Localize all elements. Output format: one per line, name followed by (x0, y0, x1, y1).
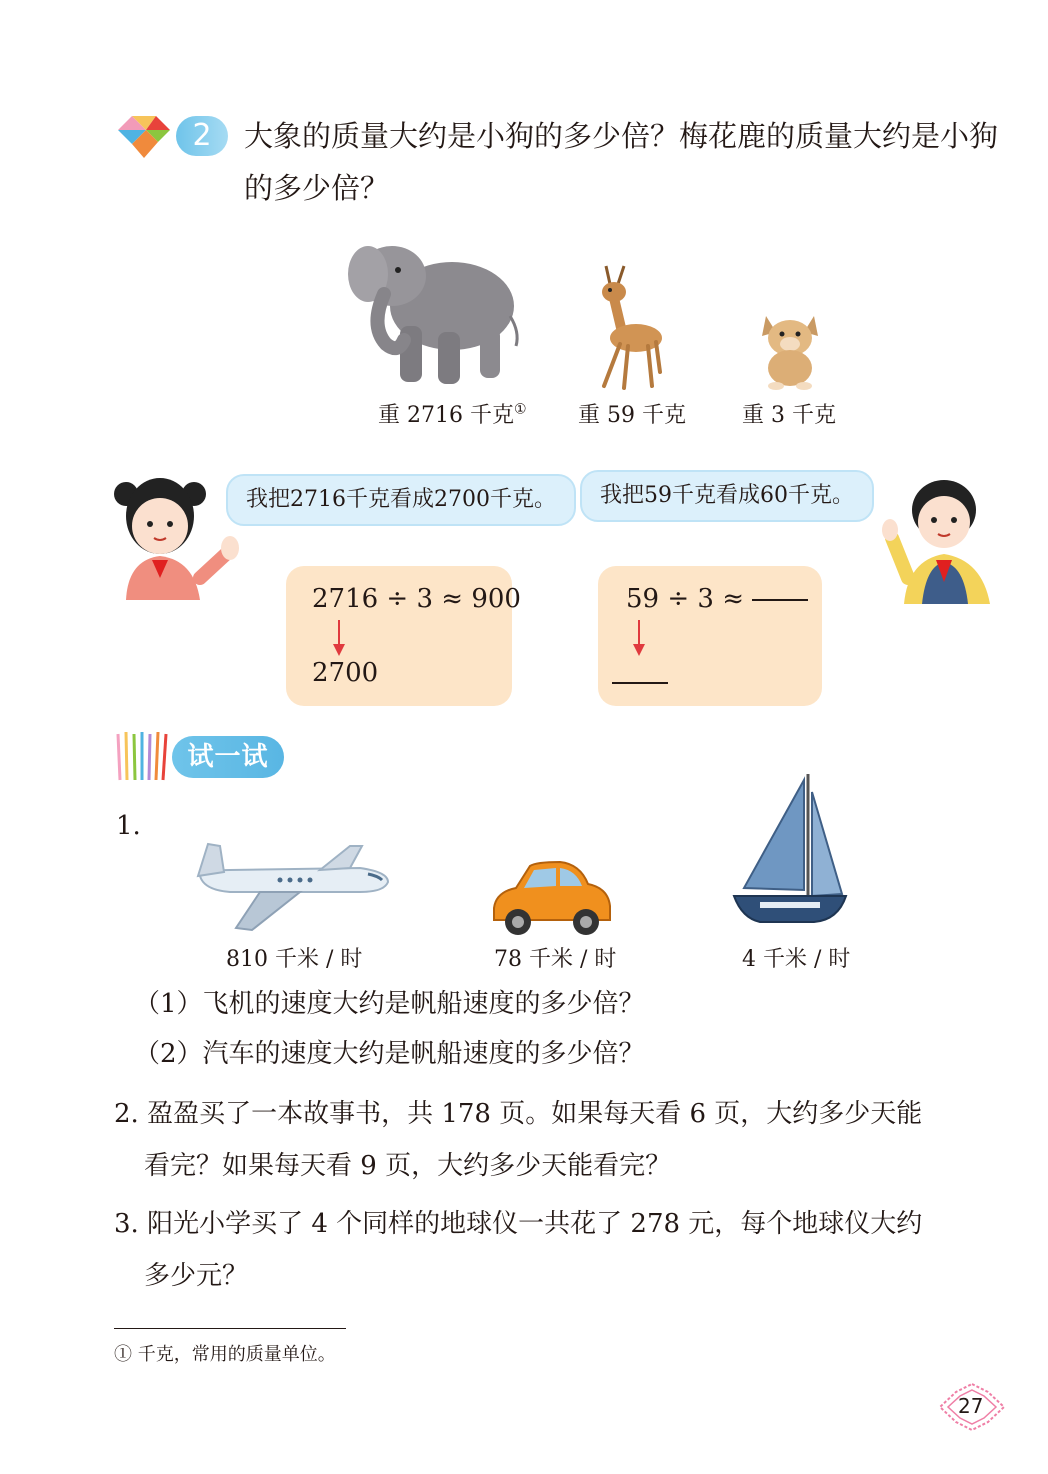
right-calc-expression-text: 59 ÷ 3 ≈ (626, 584, 744, 614)
problem-badge (116, 112, 236, 160)
question-2-line-2: 看完？如果每天看 9 页，大约多少天能看完？ (144, 1151, 672, 1181)
sailboat-illustration (730, 772, 850, 932)
deer-illustration (584, 262, 668, 390)
question-2-line-1: 2. 盈盈买了一本故事书，共 178 页。如果每天看 6 页，大约多少天能 (114, 1099, 923, 1129)
right-calc-expression (626, 584, 808, 614)
airplane-speed: 810 千米 / 时 (226, 947, 363, 972)
girl-illustration (108, 468, 244, 600)
question-3-line-2: 多少元？ (144, 1261, 249, 1291)
boy-illustration (878, 468, 1002, 604)
down-arrow-icon (632, 620, 646, 656)
problem-line-2: 的多少倍？ (244, 171, 390, 205)
left-calc-box (286, 566, 521, 706)
left-calc-result: 2700 (312, 658, 379, 688)
elephant-weight-text: 重 2716 千克 (378, 403, 514, 428)
car-speed: 78 千米 / 时 (494, 947, 617, 972)
question-1-label: 1. (116, 811, 141, 841)
answer-blank-2[interactable] (612, 682, 668, 684)
right-calc-box (598, 566, 822, 706)
elephant-weight-caption (378, 398, 527, 429)
footnote-text: ① 千克，常用的质量单位。 (114, 1344, 336, 1365)
question-3-line-1: 3. 阳光小学买了 4 个同样的地球仪一共花了 278 元，每个地球仪大约 (114, 1209, 923, 1239)
elephant-illustration (340, 236, 524, 388)
question-1-part-1: （1）飞机的速度大约是帆船速度的多少倍？ (134, 989, 645, 1019)
problem-line-1: 大象的质量大约是小狗的多少倍？梅花鹿的质量大约是小狗 (244, 119, 999, 153)
dog-weight-caption: 重 3 千克 (742, 403, 836, 428)
footnote-mark: ① (513, 401, 527, 418)
airplane-illustration (190, 840, 392, 932)
dog-illustration (756, 310, 824, 392)
footnote-divider (114, 1328, 346, 1329)
try-section-title: 试一试 (172, 736, 284, 778)
problem-text (244, 110, 1004, 214)
pencils-icon (114, 730, 174, 782)
boy-speech-bubble: 我把59千克看成60千克。 (580, 470, 874, 522)
left-calc-expression: 2716 ÷ 3 ≈ 900 (312, 584, 521, 614)
deer-weight-caption: 重 59 千克 (578, 403, 686, 428)
problem-number: 2 (176, 116, 228, 156)
sailboat-speed: 4 千米 / 时 (742, 947, 851, 972)
down-arrow-icon (332, 620, 346, 656)
question-1-part-2: （2）汽车的速度大约是帆船速度的多少倍？ (134, 1039, 645, 1069)
page-number: 27 (958, 1394, 984, 1418)
girl-speech-bubble: 我把2716千克看成2700千克。 (226, 474, 576, 526)
answer-blank-1[interactable] (752, 599, 808, 601)
car-illustration (490, 858, 614, 938)
tangram-icon (116, 112, 172, 160)
